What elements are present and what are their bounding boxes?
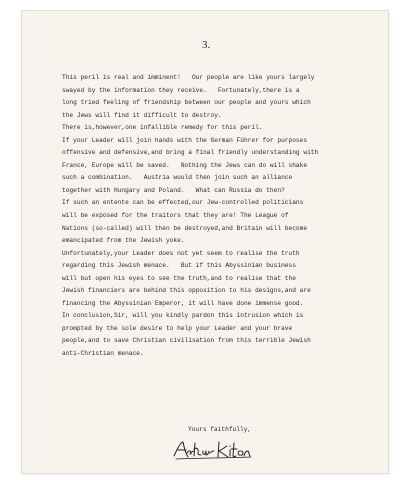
letter-body bbox=[62, 72, 382, 361]
letter-line: In conclusion,Sir, will you kindly pardon this intrusion which is bbox=[62, 312, 304, 320]
letter-line: regarding this Jewish menace. But if this Abyssinian business bbox=[62, 262, 296, 270]
letter-line: people,and to save Christian civilisation from this terrible Jewish bbox=[62, 337, 311, 345]
letter-line: prompted by the sole desire to help your Leader and your brave bbox=[62, 324, 293, 332]
closing: Yours faithfully, bbox=[188, 426, 252, 433]
letter-line: will but open his eyes to see the truth,and to realise that the bbox=[62, 274, 296, 282]
letter-line: emancipated from the Jewish yoke. bbox=[62, 237, 185, 245]
letter-line: Jewish financiers are behind this opposition to his designs,and are bbox=[62, 287, 311, 295]
letter-line: If your Leader will join hands with the German Führer for purposes bbox=[62, 136, 308, 144]
letter-line: Nations (so-called) will then be destroyed,and Britain will become bbox=[62, 224, 308, 232]
letter-line: This peril is real and imminent! Our people are like yours largely bbox=[62, 74, 315, 81]
letter-line: anti-Christian menace. bbox=[62, 350, 144, 358]
letter-line: swayed by the information they receive. Fortunately,there is a bbox=[62, 86, 300, 94]
letter-line: long tried feeling of friendship between our people and yours which bbox=[62, 99, 311, 107]
letter-line: financing the Abyssinian Emperor, it will have done immense good. bbox=[62, 299, 304, 307]
letter-line: There is,however,one infallible remedy for this peril. bbox=[62, 124, 263, 132]
letter-line: If such an entente can be effected,our Jew-controlled politicians bbox=[62, 199, 304, 207]
letter-line: Unfortunately,your Leader does not yet seem to realise the truth bbox=[62, 249, 300, 257]
letter-line: such a combination. Austria would then join such an alliance bbox=[62, 174, 293, 182]
letter-line: the Jews will find it difficult to destroy. bbox=[62, 111, 222, 119]
letter-line: offensive and defensive,and bring a final friendly understanding with bbox=[62, 149, 319, 157]
letter-page bbox=[22, 11, 388, 473]
letter-line: France, Europe will be saved. Nothing the Jews can do will shake bbox=[62, 161, 308, 169]
letter-line: together with Hungary and Poland. What can Russia do then? bbox=[62, 186, 285, 194]
letter-line: will be exposed for the traitors that they are! The League of bbox=[62, 212, 289, 220]
page-number: 3. bbox=[202, 39, 211, 51]
handwritten-signature bbox=[172, 439, 252, 461]
